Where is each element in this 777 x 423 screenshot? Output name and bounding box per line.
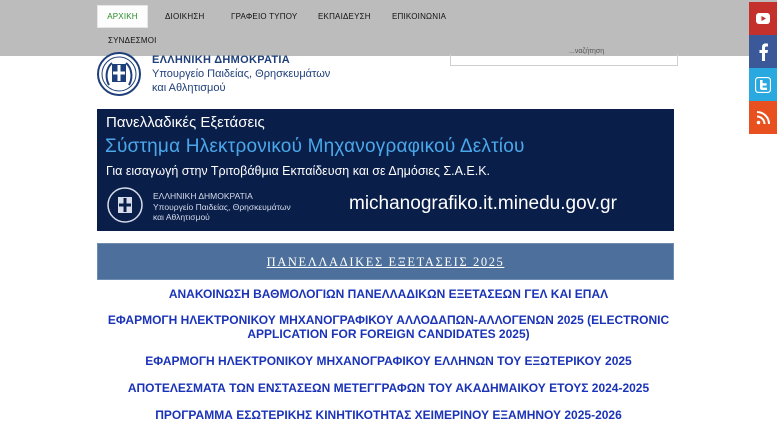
- ministry-name: [152, 53, 330, 95]
- nav-education[interactable]: ΕΚΠΑΙΔΕΥΣΗ: [318, 12, 371, 21]
- announcement-link[interactable]: ΕΦΑΡΜΟΓΗ ΗΛΕΚΤΡΟΝΙΚΟΥ ΜΗΧΑΝΟΓΡΑΦΙΚΟΥ ΕΛΛΗΝΩΝ ΤΟΥ ΕΞΩΤΕΡΙΚΟΥ 2025: [145, 354, 632, 368]
- banner-url: michanografiko.it.minedu.gov.gr: [349, 193, 617, 214]
- nav-links[interactable]: ΣΥΝΔΕΣΜΟΙ: [108, 36, 157, 45]
- facebook-button[interactable]: [749, 35, 777, 68]
- michanografiko-banner[interactable]: [97, 109, 674, 231]
- top-navigation: [0, 0, 777, 56]
- exams-2025-link[interactable]: ΠΑΝΕΛΛΑΔΙΚΕΣ ΕΞΕΤΑΣΕΙΣ 2025: [266, 255, 505, 269]
- banner-ministry-line-1: ΕΛΛΗΝΙΚΗ ΔΗΜΟΚΡΑΤΙΑ: [153, 191, 253, 201]
- banner-title: Πανελλαδικές Εξετάσεις: [106, 114, 265, 131]
- greek-emblem-logo: [97, 52, 141, 96]
- nav-contact[interactable]: ΕΠΙΚΟΙΝΩΝΙΑ: [392, 12, 447, 21]
- twitter-icon: [755, 77, 771, 93]
- ministry-line-1: ΕΛΛΗΝΙΚΗ ΔΗΜΟΚΡΑΤΙΑ: [152, 54, 290, 66]
- banner-ministry-line-2: Υπουργείο Παιδείας, Θρησκευμάτων: [153, 201, 291, 212]
- banner-ministry-name: [153, 191, 291, 223]
- banner-subtitle: Σύστημα Ηλεκτρονικού Μηχανογραφικού Δελτίου: [105, 136, 525, 157]
- ministry-line-2: Υπουργείο Παιδείας, Θρησκευμάτων: [152, 68, 331, 80]
- announcement-link[interactable]: ΕΦΑΡΜΟΓΗ ΗΛΕΚΤΡΟΝΙΚΟΥ ΜΗΧΑΝΟΓΡΑΦΙΚΟΥ ΑΛΛΟΔΑΠΩΝ-ΑΛΛΟΓΕΝΩΝ 2025 (ELECTRONIC APPLICATION FOR FOREIGN CANDIDATES 2025): [107, 313, 670, 341]
- header-search-box[interactable]: [450, 48, 678, 66]
- announcement-link[interactable]: ΑΝΑΚΟΙΝΩΣΗ ΒΑΘΜΟΛΟΓΙΩΝ ΠΑΝΕΛΛΑΔΙΚΩΝ ΕΞΕΤΑΣΕΩΝ ΓΕΛ ΚΑΙ ΕΠΑΛ: [168, 287, 609, 301]
- banner-ministry-line-3: και Αθλητισμού: [153, 212, 210, 222]
- announcement-link[interactable]: ΑΠΟΤΕΛΕΣΜΑΤΑ ΤΩΝ ΕΝΣΤΑΣΕΩΝ ΜΕΤΕΓΓΡΑΦΩΝ ΤΟΥ ΑΚΑΔΗΜΑΙΚΟΥ ΕΤΟΥΣ 2024-2025: [127, 381, 650, 395]
- banner-description: Για εισαγωγή στην Τριτοβάθμια Εκπαίδευση και σε Δημόσιες Σ.Α.Ε.Κ.: [106, 164, 491, 178]
- header-search-label: ...ναζήτηση: [569, 48, 605, 55]
- ministry-line-3: και Αθλητισμού: [152, 82, 226, 94]
- banner-emblem-logo: [107, 187, 143, 223]
- rss-button[interactable]: [749, 101, 777, 134]
- youtube-icon: [756, 13, 770, 24]
- rss-icon: [756, 111, 770, 125]
- facebook-icon: [757, 43, 769, 61]
- nav-press-office[interactable]: ΓΡΑΦΕΙΟ ΤΥΠΟΥ: [231, 12, 298, 21]
- exams-2025-bar: [97, 243, 674, 280]
- twitter-button[interactable]: [749, 68, 777, 101]
- announcement-link[interactable]: ΠΡΟΓΡΑΜΜΑ ΕΣΩΤΕΡΙΚΗΣ ΚΙΝΗΤΙΚΟΤΗΤΑΣ ΧΕΙΜΕΡΙΝΟΥ ΕΞΑΜΗΝΟΥ 2025-2026: [155, 408, 622, 422]
- nav-home[interactable]: ΑΡΧΙΚΗ: [97, 5, 148, 28]
- nav-admin[interactable]: ΔΙΟΙΚΗΣΗ: [165, 12, 205, 21]
- youtube-button[interactable]: [749, 2, 777, 35]
